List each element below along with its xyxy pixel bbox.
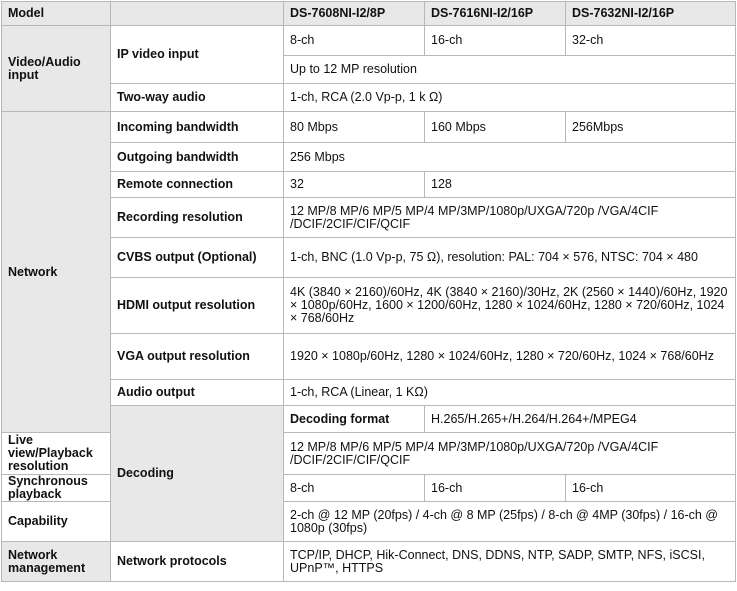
spec-table — [1, 1, 736, 582]
row-label-synchronous-playback: Synchronous playback — [2, 475, 111, 502]
vga-output-value: 1920 × 1080p/60Hz, 1280 × 1024/60Hz, 1280 × 720/60Hz, 1024 × 768/60Hz — [284, 334, 736, 380]
model-header-7608: DS-7608NI-I2/8P — [284, 2, 425, 26]
outgoing-bandwidth-value: 256 Mbps — [284, 143, 736, 172]
row-label-ip-video-input: IP video input — [111, 26, 284, 84]
row-label-outgoing-bandwidth: Outgoing bandwidth — [111, 143, 284, 172]
row-label-decoding-format: Decoding format — [284, 406, 425, 433]
category-decoding: Decoding — [111, 406, 284, 542]
synchronous-playback-7616: 16-ch — [425, 475, 566, 502]
table-row — [2, 84, 736, 112]
live-view-playback-value: 12 MP/8 MP/6 MP/5 MP/4 MP/3MP/1080p/UXGA/720p /VGA/4CIF /DCIF/2CIF/CIF/QCIF — [284, 433, 736, 475]
audio-output-value: 1-ch, RCA (Linear, 1 KΩ) — [284, 380, 736, 406]
row-label-hdmi-output: HDMI output resolution — [111, 278, 284, 334]
row-label-two-way-audio: Two-way audio — [111, 84, 284, 112]
remote-connection-7616-7632: 128 — [425, 172, 736, 198]
decoding-format-value: H.265/H.265+/H.264/H.264+/MPEG4 — [425, 406, 736, 433]
synchronous-playback-7608: 8-ch — [284, 475, 425, 502]
table-row — [2, 112, 736, 143]
table-row — [2, 26, 736, 56]
model-header-7616: DS-7616NI-I2/16P — [425, 2, 566, 26]
model-header-label: Model — [2, 2, 111, 26]
row-label-live-view-playback: Live view/Playback resolution — [2, 433, 111, 475]
row-label-incoming-bandwidth: Incoming bandwidth — [111, 112, 284, 143]
row-label-audio-output: Audio output — [111, 380, 284, 406]
table-row — [2, 406, 736, 433]
table-header-row — [2, 2, 736, 26]
incoming-bandwidth-7608: 80 Mbps — [284, 112, 425, 143]
table-row — [2, 172, 736, 198]
ip-video-input-resolution: Up to 12 MP resolution — [284, 56, 736, 84]
incoming-bandwidth-7616: 160 Mbps — [425, 112, 566, 143]
remote-connection-7608: 32 — [284, 172, 425, 198]
table-row — [2, 238, 736, 278]
table-row — [2, 542, 736, 582]
ip-video-input-7608: 8-ch — [284, 26, 425, 56]
ip-video-input-7616: 16-ch — [425, 26, 566, 56]
table-row — [2, 334, 736, 380]
two-way-audio-value: 1-ch, RCA (2.0 Vp-p, 1 k Ω) — [284, 84, 736, 112]
ip-video-input-7632: 32-ch — [566, 26, 736, 56]
model-header-spacer — [111, 2, 284, 26]
table-row — [2, 278, 736, 334]
category-network-management: Network management — [2, 542, 111, 582]
model-header-7632: DS-7632NI-I2/16P — [566, 2, 736, 26]
category-video-audio-input: Video/Audio input — [2, 26, 111, 112]
network-protocols-value: TCP/IP, DHCP, Hik-Connect, DNS, DDNS, NTP, SADP, SMTP, NFS, iSCSI, UPnP™, HTTPS — [284, 542, 736, 582]
row-label-remote-connection: Remote connection — [111, 172, 284, 198]
synchronous-playback-7632: 16-ch — [566, 475, 736, 502]
row-label-vga-output: VGA output resolution — [111, 334, 284, 380]
category-network: Network — [2, 112, 111, 433]
incoming-bandwidth-7632: 256Mbps — [566, 112, 736, 143]
hdmi-output-value: 4K (3840 × 2160)/60Hz, 4K (3840 × 2160)/30Hz, 2K (2560 × 1440)/60Hz, 1920 × 1080p/60Hz, 1600 × 1200/60Hz, 1280 × 1024/60Hz, 1280 × 720/60Hz, 1024 × 768/60Hz — [284, 278, 736, 334]
table-row — [2, 380, 736, 406]
table-row — [2, 198, 736, 238]
capability-value: 2-ch @ 12 MP (20fps) / 4-ch @ 8 MP (25fps) / 8-ch @ 4MP (30fps) / 16-ch @ 1080p (30fps) — [284, 502, 736, 542]
cvbs-output-value: 1-ch, BNC (1.0 Vp-p, 75 Ω), resolution: PAL: 704 × 576, NTSC: 704 × 480 — [284, 238, 736, 278]
table-row — [2, 143, 736, 172]
row-label-capability: Capability — [2, 502, 111, 542]
row-label-network-protocols: Network protocols — [111, 542, 284, 582]
row-label-cvbs-output: CVBS output (Optional) — [111, 238, 284, 278]
row-label-recording-resolution: Recording resolution — [111, 198, 284, 238]
recording-resolution-value: 12 MP/8 MP/6 MP/5 MP/4 MP/3MP/1080p/UXGA/720p /VGA/4CIF /DCIF/2CIF/CIF/QCIF — [284, 198, 736, 238]
